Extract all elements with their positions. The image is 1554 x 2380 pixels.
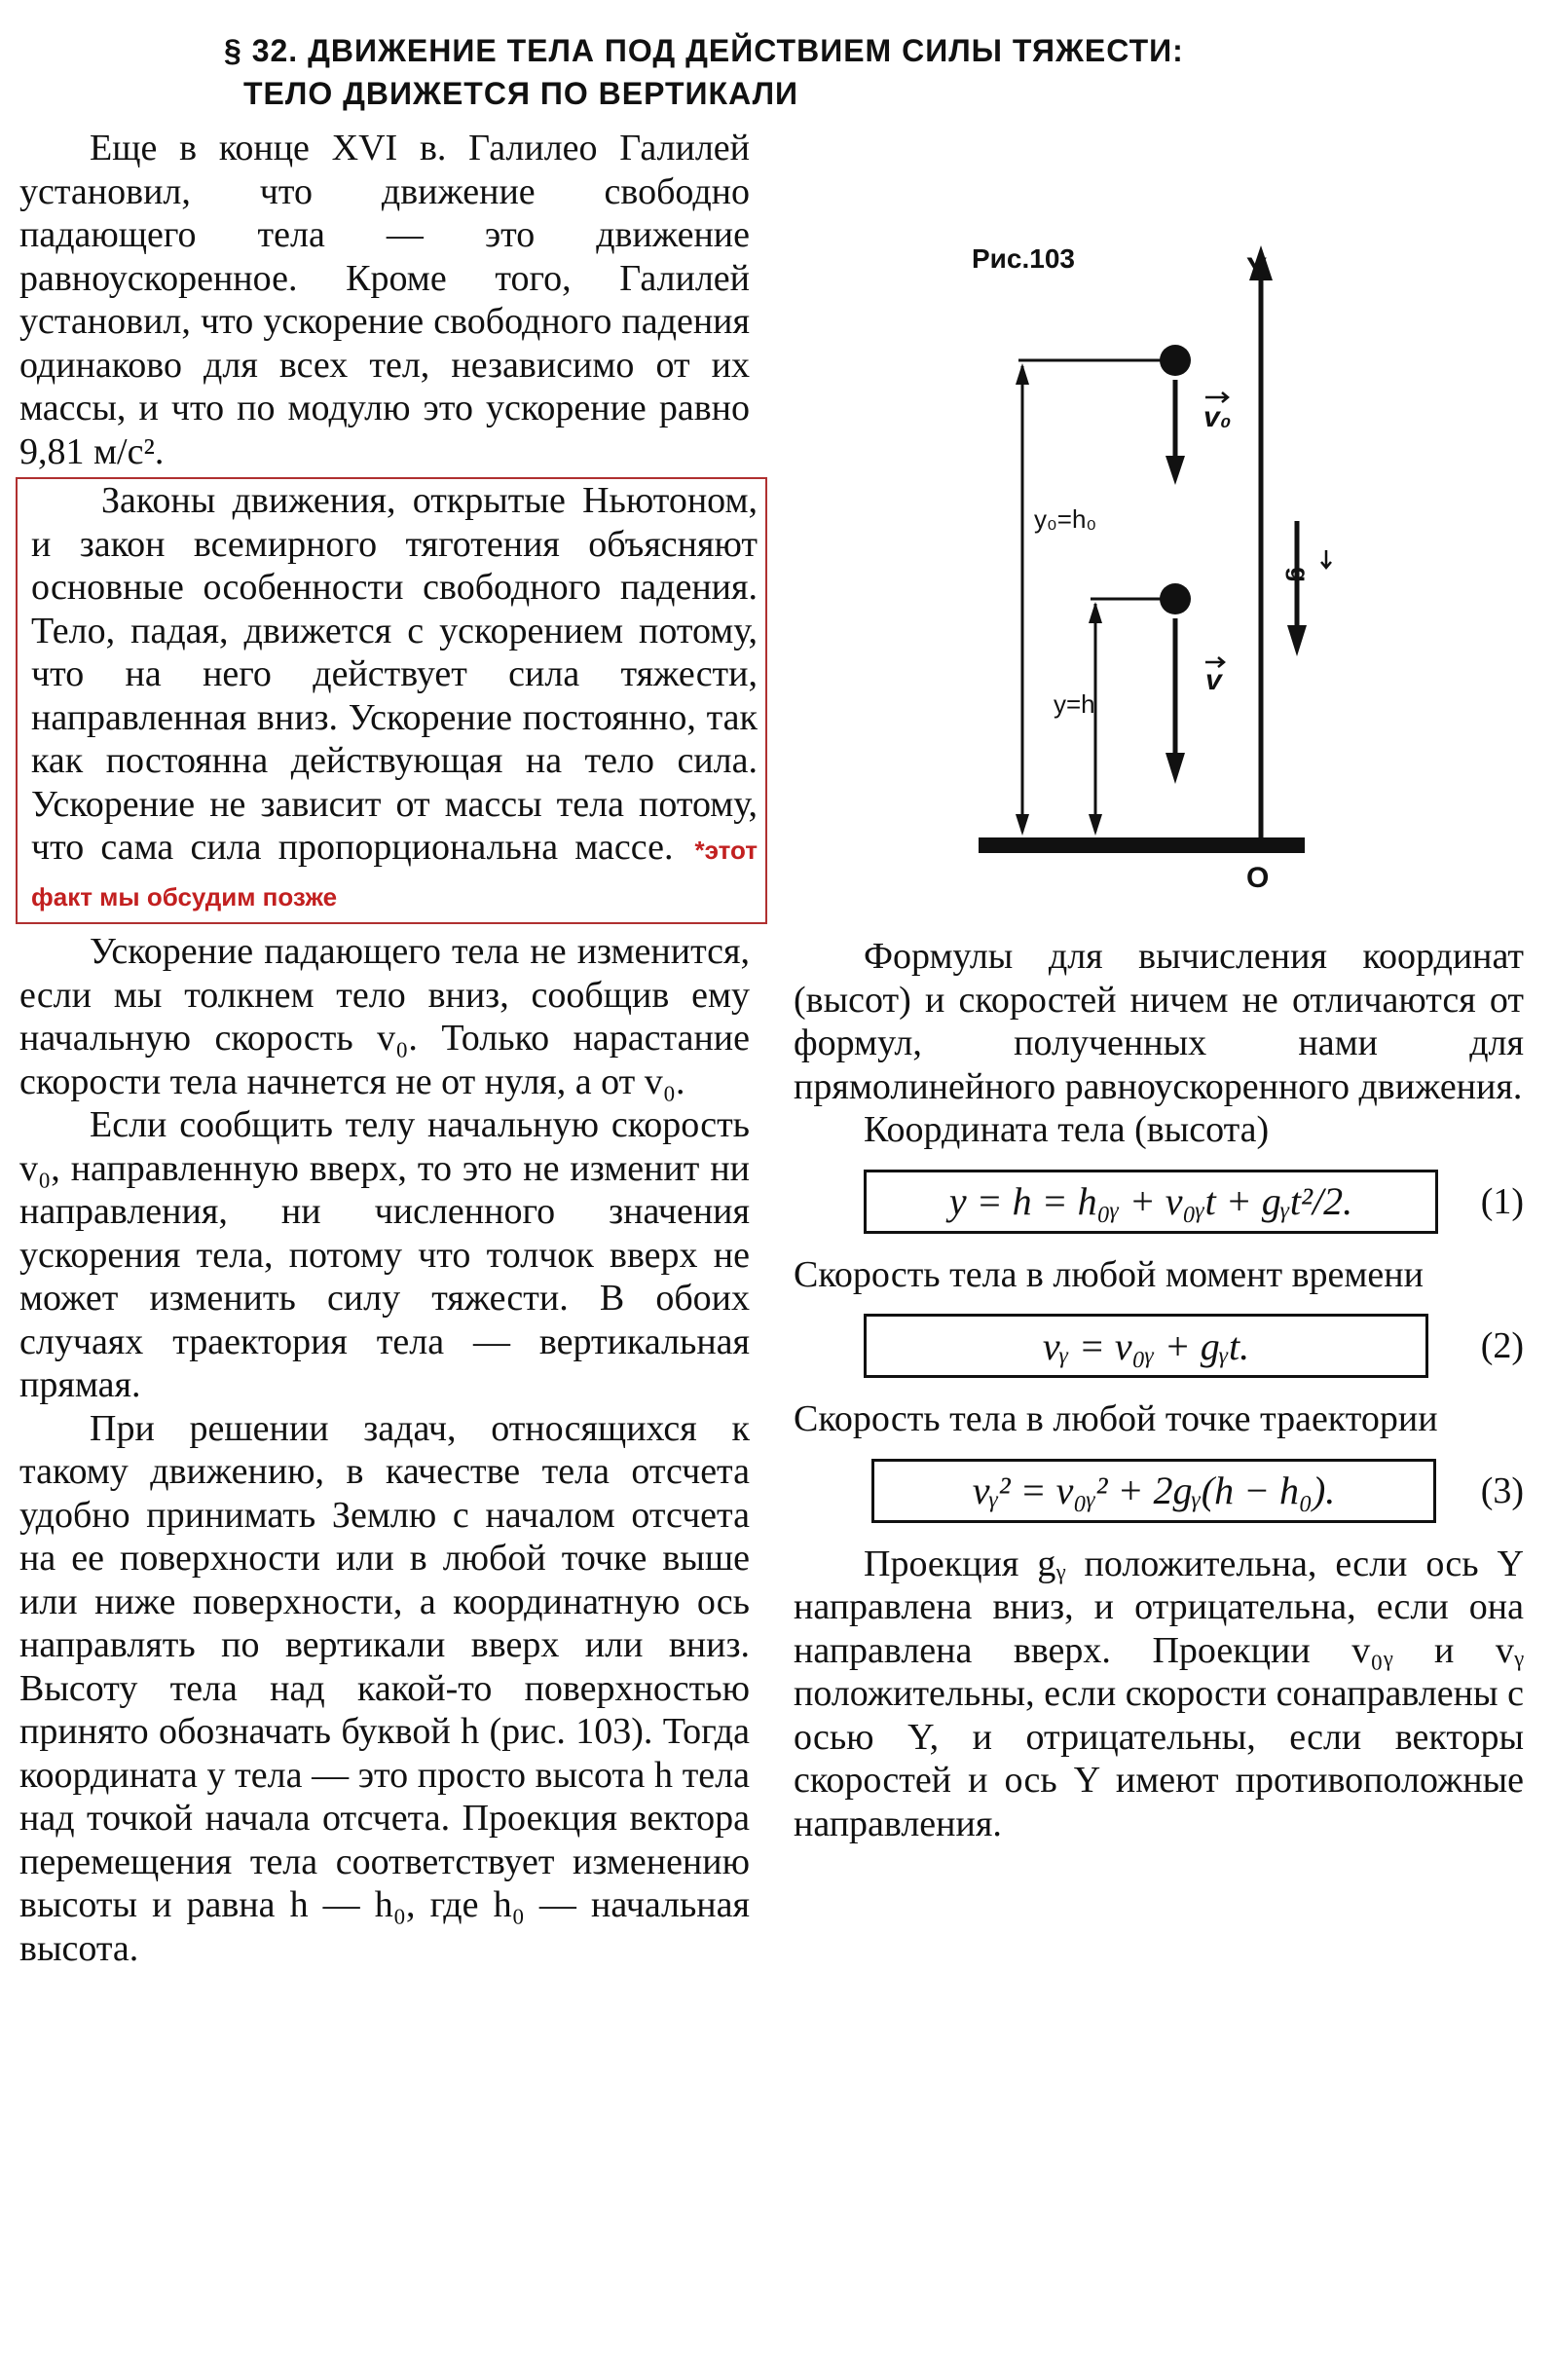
v-label: v — [1205, 664, 1222, 696]
y0-label: y₀=h₀ — [1034, 504, 1097, 534]
paragraph-push-down: Ускорение падающего тела не изменится, если мы толкнем тело вниз, сообщив ему начальную скорость v₀. Только нарастание скорости тела начнется не от нуля, а от v₀. — [19, 931, 750, 1102]
ball-current — [1160, 583, 1191, 614]
paragraph-newton-text: Законы движения, открытые Ньютоном, и закон всемирного тяготения объясняют основные особенности свободного падения. Тело, падая, движется с ускорением потому, что на него действует сила тяжести, направленная вниз. Ускорение постоянно, так как постоянна действующая на тело сила. Ускорение не зависит от массы тела потому, что сама сила пропорциональна массе. — [31, 480, 758, 868]
paragraph-problem-solving: При решении задач, относящихся к такому движению, в качестве тела отсчета удобно принимать Землю с началом отсчета на ее поверхности или в любой точке выше или ниже поверхности, а координатную ось направлять по вертикали вверх или вниз. Высоту тела над какой-то поверхностью принято обозначать буквой h (рис. 103). Тогда координата y тела — это просто высота h тела над точкой начала отсчета. Проекция вектора перемещения тела соответствует изменению высоты и равна h — h₀, где h₀ — начальная высота. — [19, 1407, 750, 1969]
margin-note: *этот факт мы обсудим позже — [31, 836, 758, 911]
formula-2: vᵧ = v₀ᵧ + gᵧt. — [1042, 1323, 1250, 1368]
y-label: y=h — [1054, 689, 1095, 719]
paragraph-newton-laws — [31, 479, 758, 918]
formula-3: vᵧ² = v₀ᵧ² + 2gᵧ(h − h₀). — [972, 1469, 1336, 1512]
heading-line-1: § 32. ДВИЖЕНИЕ ТЕЛА ПОД ДЕЙСТВИЕМ СИЛЫ ТЯЖЕСТИ: — [224, 33, 1184, 68]
formula-box-2 — [864, 1314, 1428, 1378]
g-label: g — [1285, 567, 1314, 582]
formula-box-3 — [871, 1459, 1436, 1523]
paragraph-projections: Проекция gᵧ положительна, если ось Y направлена вниз, и отрицательна, если она направлена вверх. Проекции v₀ᵧ и vᵧ положительны, если скорости сонаправлены с осью Y, и отрицательны, если векторы скоростей и ось Y имеют противоположные направления. — [794, 1543, 1524, 1844]
formula-box-1 — [864, 1170, 1438, 1234]
paragraph-push-up: Если сообщить телу начальную скорость v₀, направленную вверх, то это не изменит ни направления, ни численного значения ускорения тела, потому что толчок вверх не может изменить силу тяжести. В обоих случаях траектория тела — вертикальная прямая. — [19, 1104, 750, 1405]
speed-any-time-label: Скорость тела в любой момент времени — [794, 1253, 1424, 1295]
formula-1: y = h = h₀ᵧ + v₀ᵧt + gᵧt²/2. — [948, 1179, 1353, 1223]
formula-number-2: (2) — [1480, 1325, 1524, 1366]
highlight-box — [16, 477, 767, 924]
formula-row-1 — [794, 1170, 1524, 1234]
paragraph-formulas-intro: Формулы для вычисления координат (высот) и скоростей ничем не отличаются от формул, полученных нами для прямолинейного равноускоренного движения. — [794, 936, 1524, 1107]
paragraph-galileo: Еще в конце XVI в. Галилео Галилей установил, что движение свободно падающего тела — это движение равноускоренное. Кроме того, Галилей установил, что ускорение свободного падения одинаково для всех тел, независимо от их массы, и что по модулю это ускорение равно 9,81 м/с². — [19, 128, 750, 472]
ball-initial — [1160, 345, 1191, 376]
formula-row-3 — [794, 1459, 1524, 1523]
ground-bar — [979, 837, 1305, 853]
section-heading — [224, 29, 1490, 115]
heading-line-2: ТЕЛО ДВИЖЕТСЯ ПО ВЕРТИКАЛИ — [243, 76, 799, 111]
speed-any-point-label: Скорость тела в любой точке траектории — [794, 1398, 1438, 1439]
figure-drawing — [954, 224, 1334, 925]
v0-label: v₀ — [1203, 401, 1232, 433]
formula-number-3: (3) — [1480, 1469, 1524, 1511]
figure-caption: Рис.103 — [972, 243, 1075, 274]
left-column — [19, 127, 758, 1970]
formula-row-2 — [794, 1314, 1524, 1378]
figure-103 — [954, 224, 1334, 925]
coordinate-title: Координата тела (высота) — [864, 1109, 1270, 1150]
right-column — [794, 935, 1524, 1845]
origin-label: O — [1246, 862, 1270, 894]
formula-number-1: (1) — [1480, 1180, 1524, 1222]
y-axis-label: Y — [1246, 251, 1268, 286]
